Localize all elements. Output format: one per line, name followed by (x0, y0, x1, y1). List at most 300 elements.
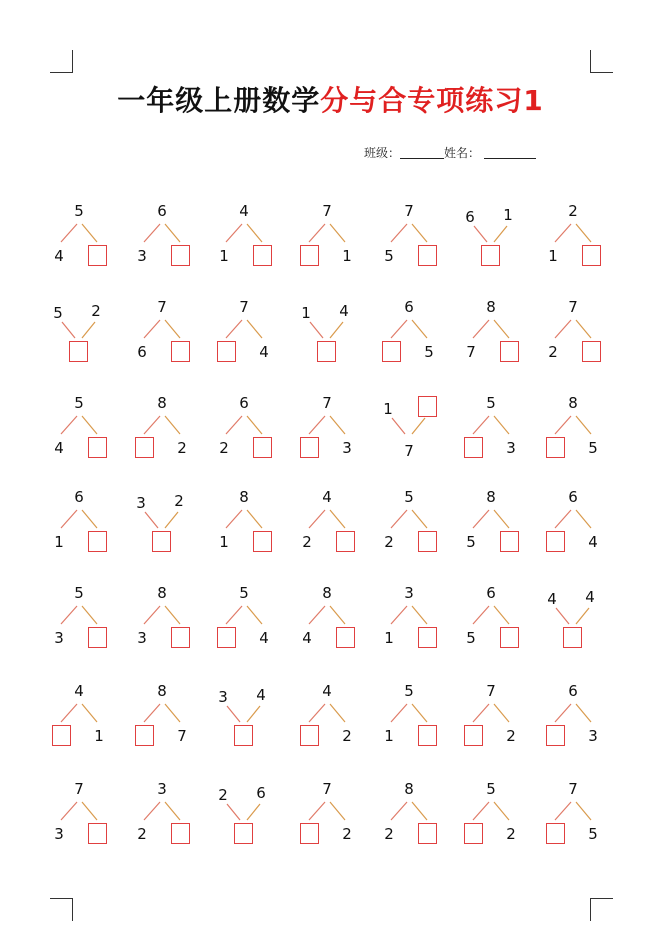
bond-whole: 5 (74, 394, 84, 412)
bond-part-left: 3 (136, 494, 146, 512)
answer-box[interactable] (418, 396, 437, 417)
number-bond-split (460, 680, 524, 756)
bond-part-left: 2 (219, 439, 229, 457)
bond-whole: 8 (486, 488, 496, 506)
bond-whole: 4 (322, 488, 332, 506)
bond-line-left (555, 320, 571, 338)
number-bond-split (460, 392, 524, 468)
bond-line-left (309, 704, 325, 722)
bond-line-left (62, 322, 75, 338)
student-info (364, 145, 536, 161)
bond-line-right (247, 416, 262, 434)
bond-part-left: 3 (218, 688, 228, 706)
answer-box[interactable] (88, 823, 107, 844)
bond-part-left: 1 (219, 247, 229, 265)
bond-part-left: 5 (384, 247, 394, 265)
number-bond-split (296, 582, 360, 658)
answer-box[interactable] (481, 245, 500, 266)
bond-whole: 7 (404, 202, 414, 220)
number-bond-split (131, 680, 195, 756)
number-bond-merge (213, 778, 277, 854)
answer-box[interactable] (217, 341, 236, 362)
bond-part-left: 1 (219, 533, 229, 551)
bond-line-right (247, 706, 260, 722)
page-title-topic: 分与合专项练习1 (320, 84, 544, 117)
number-bond-merge (48, 296, 112, 372)
answer-box[interactable] (418, 725, 437, 746)
bond-line-right (82, 510, 97, 528)
bond-line-right (330, 416, 345, 434)
bond-line-left (391, 802, 407, 820)
bond-whole: 8 (486, 298, 496, 316)
answer-box[interactable] (418, 627, 437, 648)
class-label: 班级： (364, 146, 401, 160)
bond-whole: 7 (322, 394, 332, 412)
number-bond-split (296, 392, 360, 468)
number-bond-split (460, 778, 524, 854)
bond-part-left: 2 (384, 825, 394, 843)
bond-part-left: 6 (465, 208, 475, 226)
bond-whole: 6 (404, 298, 414, 316)
bond-part-right: 2 (177, 439, 187, 457)
bond-part-right: 4 (339, 302, 349, 320)
answer-box[interactable] (234, 725, 253, 746)
number-bond-split (296, 778, 360, 854)
bond-line-right (494, 226, 507, 242)
answer-box[interactable] (217, 627, 236, 648)
bond-line-left (391, 606, 407, 624)
bond-line-right (330, 802, 345, 820)
number-bond-split (378, 486, 442, 562)
bond-whole: 8 (322, 584, 332, 602)
answer-box[interactable] (135, 437, 154, 458)
bond-part-left: 2 (218, 786, 228, 804)
answer-box[interactable] (88, 245, 107, 266)
bond-line-right (412, 606, 427, 624)
bond-part-left: 3 (137, 247, 147, 265)
bond-part-left: 3 (54, 825, 64, 843)
bond-part-right: 1 (342, 247, 352, 265)
answer-box[interactable] (546, 437, 565, 458)
corner-mark-bottom-right (590, 898, 613, 921)
answer-box[interactable] (135, 725, 154, 746)
bond-line-left (391, 510, 407, 528)
number-bond-split (213, 296, 277, 372)
answer-box[interactable] (418, 245, 437, 266)
answer-box[interactable] (300, 725, 319, 746)
bond-line-left (555, 224, 571, 242)
bond-line-right (165, 320, 180, 338)
answer-box[interactable] (464, 437, 483, 458)
answer-box[interactable] (253, 531, 272, 552)
number-bond-split (48, 778, 112, 854)
bond-whole: 3 (404, 584, 414, 602)
bond-whole: 7 (568, 298, 578, 316)
bond-line-right (165, 512, 178, 528)
bond-part-left: 1 (384, 727, 394, 745)
bond-line-right (165, 224, 180, 242)
bond-line-right (330, 606, 345, 624)
number-bond-split (296, 680, 360, 756)
bond-part-right: 2 (342, 727, 352, 745)
bond-line-left (61, 606, 77, 624)
answer-box[interactable] (171, 341, 190, 362)
number-bond-split (131, 200, 195, 276)
bond-line-left (144, 606, 160, 624)
bond-line-right (412, 704, 427, 722)
bond-line-right (247, 606, 262, 624)
answer-box[interactable] (253, 245, 272, 266)
bond-part-right: 2 (174, 492, 184, 510)
bond-line-left (473, 416, 489, 434)
bond-line-left (555, 510, 571, 528)
answer-box[interactable] (563, 627, 582, 648)
bond-part-right: 2 (91, 302, 101, 320)
bond-part-right: 4 (585, 588, 595, 606)
bond-part-left: 1 (301, 304, 311, 322)
corner-mark-bottom-left (50, 898, 73, 921)
bond-line-right (576, 608, 589, 624)
corner-mark-top-left (50, 50, 73, 73)
bond-part-left: 2 (384, 533, 394, 551)
bond-line-right (494, 416, 509, 434)
bond-line-left (145, 512, 158, 528)
bond-part-right: 4 (259, 629, 269, 647)
bond-whole: 8 (404, 780, 414, 798)
number-bond-split (542, 296, 606, 372)
bond-line-right (247, 224, 262, 242)
answer-box[interactable] (300, 437, 319, 458)
number-bond-split (460, 296, 524, 372)
bond-part-left: 5 (466, 533, 476, 551)
bond-part-left: 1 (54, 533, 64, 551)
bond-whole: 7 (157, 298, 167, 316)
bond-part-right: 5 (588, 825, 598, 843)
bond-whole: 5 (404, 488, 414, 506)
bond-whole: 7 (568, 780, 578, 798)
bond-line-left (309, 606, 325, 624)
bond-part-left: 2 (137, 825, 147, 843)
bond-line-right (412, 510, 427, 528)
number-bond-split (213, 392, 277, 468)
bond-whole: 8 (157, 682, 167, 700)
bond-part-right: 5 (588, 439, 598, 457)
bond-part-right: 5 (424, 343, 434, 361)
bond-part-right: 4 (588, 533, 598, 551)
number-bond-split (296, 200, 360, 276)
answer-box[interactable] (464, 823, 483, 844)
number-bond-split (131, 778, 195, 854)
number-bond-split (131, 582, 195, 658)
bond-line-left (391, 320, 407, 338)
answer-box[interactable] (418, 531, 437, 552)
bond-line-left (473, 802, 489, 820)
bond-part-right: 4 (259, 343, 269, 361)
bond-line-left (61, 802, 77, 820)
bond-line-left (555, 704, 571, 722)
answer-box[interactable] (582, 341, 601, 362)
number-bond-split (48, 200, 112, 276)
class-blank[interactable] (400, 158, 444, 159)
bond-line-left (473, 510, 489, 528)
answer-box[interactable] (300, 823, 319, 844)
number-bond-split (48, 680, 112, 756)
number-bond-split (378, 582, 442, 658)
bond-line-left (61, 704, 77, 722)
bond-part-right: 4 (256, 686, 266, 704)
answer-box[interactable] (253, 437, 272, 458)
answer-box[interactable] (382, 341, 401, 362)
bond-line-left (391, 704, 407, 722)
bond-line-right (494, 510, 509, 528)
bond-part-left: 4 (547, 590, 557, 608)
bond-line-right (494, 704, 509, 722)
bond-whole: 8 (239, 488, 249, 506)
answer-box[interactable] (418, 823, 437, 844)
answer-box[interactable] (336, 627, 355, 648)
bond-part-left: 1 (548, 247, 558, 265)
number-bond-split (378, 778, 442, 854)
bond-line-left (392, 418, 405, 434)
number-bond-split (542, 392, 606, 468)
bond-whole: 6 (568, 682, 578, 700)
number-bond-split (296, 486, 360, 562)
bond-line-left (473, 704, 489, 722)
bond-line-right (576, 510, 591, 528)
number-bond-split (213, 486, 277, 562)
page-title-main: 一年级上册数学 (117, 84, 321, 117)
bond-line-left (226, 320, 242, 338)
number-bond-split (542, 486, 606, 562)
bond-whole: 5 (74, 584, 84, 602)
bond-line-left (226, 510, 242, 528)
bond-whole: 6 (239, 394, 249, 412)
page-title (0, 83, 661, 119)
bond-line-left (556, 608, 569, 624)
name-label: 姓名： (444, 146, 481, 160)
answer-box[interactable] (171, 823, 190, 844)
bond-line-right (82, 416, 97, 434)
bond-part-left: 1 (384, 629, 394, 647)
number-bond-split (213, 582, 277, 658)
bond-part-left: 2 (302, 533, 312, 551)
number-bond-split (48, 582, 112, 658)
bond-part-left: 1 (383, 400, 393, 418)
bond-line-left (144, 416, 160, 434)
bond-whole: 4 (74, 682, 84, 700)
bond-whole: 5 (404, 682, 414, 700)
bond-line-left (473, 320, 489, 338)
answer-box[interactable] (88, 627, 107, 648)
bond-part-right: 3 (588, 727, 598, 745)
bond-part-left: 5 (466, 629, 476, 647)
number-bond-split (131, 392, 195, 468)
bond-line-right (165, 606, 180, 624)
bond-line-left (309, 416, 325, 434)
number-bond-split (48, 392, 112, 468)
bond-line-right (165, 704, 180, 722)
bond-line-left (474, 226, 487, 242)
number-bond-split (131, 296, 195, 372)
bond-whole: 5 (486, 780, 496, 798)
bond-line-right (247, 804, 260, 820)
answer-box[interactable] (546, 823, 565, 844)
bond-whole: 7 (74, 780, 84, 798)
bond-whole: 5 (486, 394, 496, 412)
bond-whole: 4 (239, 202, 249, 220)
bond-line-right (412, 224, 427, 242)
bond-line-right (412, 802, 427, 820)
bond-part-left: 7 (466, 343, 476, 361)
bond-part-left: 3 (54, 629, 64, 647)
bond-line-right (330, 322, 343, 338)
bond-line-right (247, 510, 262, 528)
bond-line-left (309, 224, 325, 242)
number-bond-split (48, 486, 112, 562)
bond-part-right: 7 (177, 727, 187, 745)
number-bond-split (460, 486, 524, 562)
bond-whole: 3 (157, 780, 167, 798)
bond-line-left (226, 224, 242, 242)
number-bond-split (213, 200, 277, 276)
bond-line-right (576, 320, 591, 338)
answer-box[interactable] (546, 725, 565, 746)
bond-whole: 7 (322, 780, 332, 798)
name-blank[interactable] (484, 158, 536, 159)
number-bond-merge (213, 680, 277, 756)
answer-box[interactable] (500, 531, 519, 552)
bond-part-right: 1 (94, 727, 104, 745)
answer-box[interactable] (52, 725, 71, 746)
corner-mark-top-right (590, 50, 613, 73)
bond-part-left: 4 (54, 439, 64, 457)
bond-line-right (494, 802, 509, 820)
bond-line-right (330, 224, 345, 242)
bond-whole: 5 (74, 202, 84, 220)
answer-box[interactable] (152, 531, 171, 552)
bond-line-right (494, 606, 509, 624)
answer-box[interactable] (88, 531, 107, 552)
bond-line-left (227, 804, 240, 820)
bond-part-left: 4 (302, 629, 312, 647)
answer-box[interactable] (88, 437, 107, 458)
answer-box[interactable] (500, 341, 519, 362)
answer-box[interactable] (317, 341, 336, 362)
bond-line-left (144, 224, 160, 242)
bond-line-left (61, 416, 77, 434)
number-bond-merge (460, 200, 524, 276)
bond-line-right (576, 416, 591, 434)
bond-line-right (165, 802, 180, 820)
bond-line-right (82, 802, 97, 820)
bond-line-right (330, 704, 345, 722)
bond-whole: 7 (486, 682, 496, 700)
bond-line-right (82, 322, 95, 338)
bond-line-left (144, 704, 160, 722)
bond-line-left (144, 802, 160, 820)
bond-total: 7 (404, 442, 414, 460)
bond-line-right (576, 802, 591, 820)
bond-line-left (61, 224, 77, 242)
bond-line-left (226, 606, 242, 624)
number-bond-split (542, 778, 606, 854)
bond-part-right: 1 (503, 206, 513, 224)
answer-box[interactable] (500, 627, 519, 648)
bond-whole: 2 (568, 202, 578, 220)
bond-line-left (310, 322, 323, 338)
number-bond-merge (296, 296, 360, 372)
bond-part-right: 2 (506, 727, 516, 745)
bond-line-right (82, 224, 97, 242)
bond-line-right (412, 320, 427, 338)
bond-part-right: 2 (342, 825, 352, 843)
answer-box[interactable] (464, 725, 483, 746)
bond-whole: 6 (568, 488, 578, 506)
bond-whole: 8 (157, 584, 167, 602)
bond-line-left (391, 224, 407, 242)
answer-box[interactable] (582, 245, 601, 266)
number-bond-merge (542, 582, 606, 658)
answer-box[interactable] (336, 531, 355, 552)
bond-part-right: 6 (256, 784, 266, 802)
bond-line-left (227, 706, 240, 722)
number-bond-split (542, 200, 606, 276)
bond-part-left: 6 (137, 343, 147, 361)
bond-whole: 6 (157, 202, 167, 220)
bond-whole: 7 (239, 298, 249, 316)
bond-whole: 4 (322, 682, 332, 700)
bond-line-right (330, 510, 345, 528)
number-bond-split (378, 680, 442, 756)
bond-whole: 8 (157, 394, 167, 412)
answer-box[interactable] (234, 823, 253, 844)
bond-part-left: 2 (548, 343, 558, 361)
bond-whole: 6 (486, 584, 496, 602)
bond-line-left (309, 510, 325, 528)
answer-box[interactable] (171, 245, 190, 266)
bond-part-left: 4 (54, 247, 64, 265)
number-bond-split (378, 296, 442, 372)
bond-part-left: 3 (137, 629, 147, 647)
bond-part-right: 2 (506, 825, 516, 843)
number-bond-merge (378, 392, 442, 468)
bond-line-left (61, 510, 77, 528)
answer-box[interactable] (300, 245, 319, 266)
bond-part-left: 5 (53, 304, 63, 322)
bond-line-right (412, 418, 425, 434)
number-bond-split (542, 680, 606, 756)
bond-line-right (494, 320, 509, 338)
number-bond-split (460, 582, 524, 658)
answer-box[interactable] (546, 531, 565, 552)
number-bond-merge (131, 486, 195, 562)
bond-line-left (555, 416, 571, 434)
bond-line-right (82, 606, 97, 624)
bond-whole: 8 (568, 394, 578, 412)
bond-line-right (247, 320, 262, 338)
answer-box[interactable] (171, 627, 190, 648)
answer-box[interactable] (69, 341, 88, 362)
bond-part-right: 3 (342, 439, 352, 457)
bond-part-right: 3 (506, 439, 516, 457)
bond-line-right (82, 704, 97, 722)
bond-line-right (576, 704, 591, 722)
bond-whole: 6 (74, 488, 84, 506)
bond-line-left (226, 416, 242, 434)
bond-line-right (576, 224, 591, 242)
bond-line-left (144, 320, 160, 338)
bond-whole: 5 (239, 584, 249, 602)
